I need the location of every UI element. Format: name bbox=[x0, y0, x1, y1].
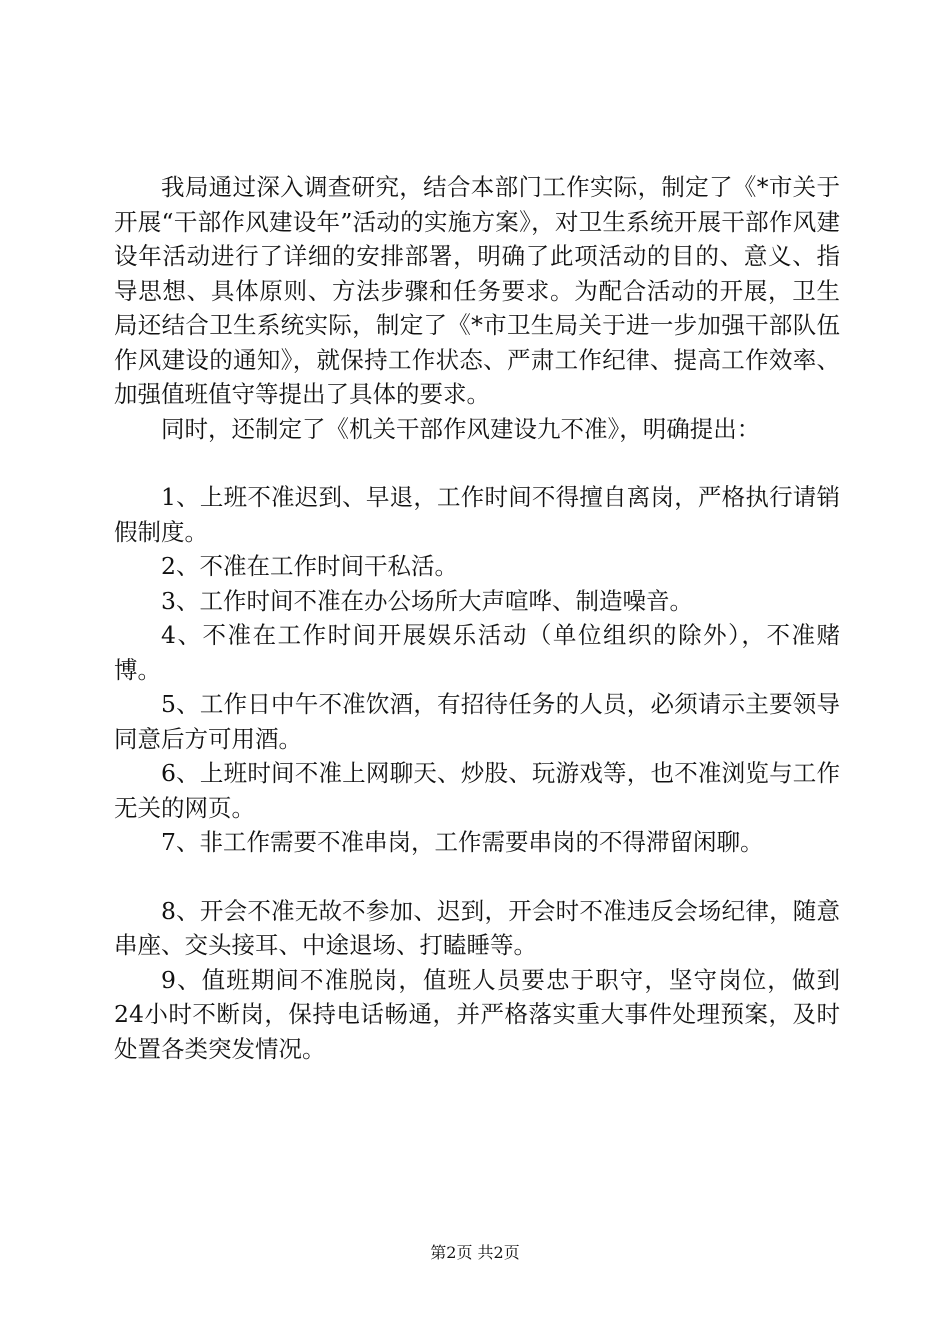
rule-item-4: 4、不准在工作时间开展娱乐活动（单位组织的除外），不准赌博。 bbox=[114, 621, 840, 684]
rule-item-8: 8、开会不准无故不参加、迟到，开会时不准违反会场纪律，随意串座、交头接耳、中途退场、打瞌睡等。 bbox=[114, 896, 840, 959]
intro-paragraph: 我局通过深入调查研究，结合本部门工作实际，制定了《*市关于开展“干部作风建设年”活动的实施方案》，对卫生系统开展干部作风建设年活动进行了详细的安排部署，明确了此项活动的目的、意义、指导思想、具体原则、方法步骤和任务要求。为配合活动的开展，卫生局还结合卫生系统实际，制定了《*市卫生局关于进一步加强干部队伍作风建设的通知》，就保持工作状态、严肃工作纪律、提高工作效率、加强值班值守等提出了具体的要求。 bbox=[114, 173, 840, 408]
rule-item-1: 1、上班不准迟到、早退，工作时间不得擅自离岗，严格执行请销假制度。 bbox=[114, 483, 840, 546]
lead-paragraph: 同时，还制定了《机关干部作风建设九不准》，明确提出： bbox=[161, 414, 761, 443]
rule-item-6: 6、上班时间不准上网聊天、炒股、玩游戏等，也不准浏览与工作无关的网页。 bbox=[114, 759, 840, 822]
rule-item-7: 7、非工作需要不准串岗，工作需要串岗的不得滞留闲聊。 bbox=[161, 828, 764, 856]
page-number-footer: 第2页 共2页 bbox=[430, 1243, 520, 1262]
rule-item-9: 9、值班期间不准脱岗，值班人员要忠于职守，坚守岗位，做到24小时不断岗，保持电话畅通，并严格落实重大事件处理预案，及时处置各类突发情况。 bbox=[114, 965, 840, 1063]
rule-item-2: 2、不准在工作时间干私活。 bbox=[161, 552, 458, 580]
rule-item-3: 3、工作时间不准在办公场所大声喧哗、制造噪音。 bbox=[161, 586, 693, 615]
document-body bbox=[114, 170, 840, 1066]
rule-item-5: 5、工作日中午不准饮酒，有招待任务的人员，必须请示主要领导同意后方可用酒。 bbox=[114, 690, 840, 753]
paragraph-gap bbox=[114, 860, 840, 894]
paragraph-gap bbox=[114, 446, 840, 480]
